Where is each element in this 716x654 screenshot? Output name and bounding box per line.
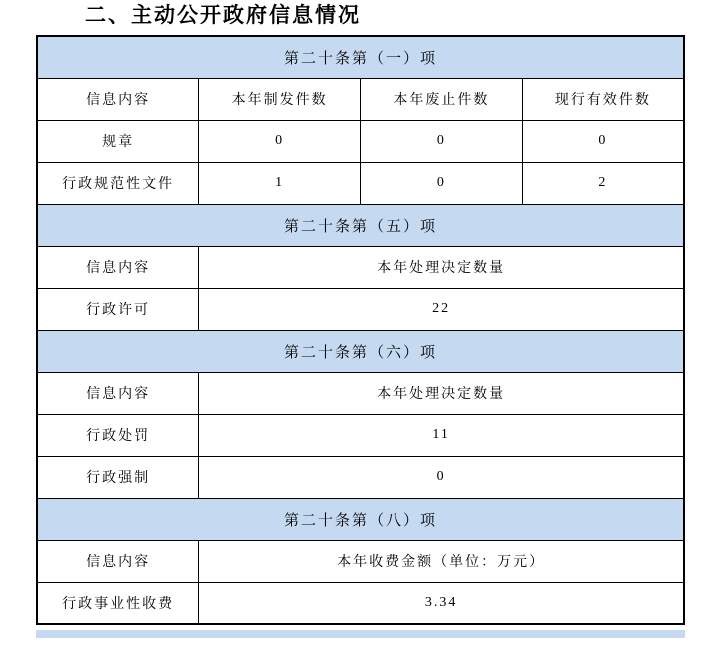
column-header-row — [37, 540, 684, 582]
value-cell: 22 — [199, 288, 684, 330]
info-disclosure-table — [36, 35, 685, 625]
value-cell: 0 — [361, 162, 523, 204]
column-header-cell: 现行有效件数 — [522, 78, 684, 120]
section-header-row-3 — [37, 330, 684, 372]
section-header-row-1 — [37, 36, 684, 78]
column-header-cell: 信息内容 — [37, 246, 199, 288]
column-header-cell: 信息内容 — [37, 372, 199, 414]
column-header-cell: 本年废止件数 — [361, 78, 523, 120]
value-cell: 0 — [522, 120, 684, 162]
column-header-cell: 信息内容 — [37, 540, 199, 582]
column-header-cell: 本年收费金额（单位：万元） — [199, 540, 684, 582]
column-header-cell: 本年处理决定数量 — [199, 246, 684, 288]
row-label-cell: 行政处罚 — [37, 414, 199, 456]
next-section-header-partial — [36, 630, 685, 638]
value-cell: 2 — [522, 162, 684, 204]
row-label-cell: 行政许可 — [37, 288, 199, 330]
row-label-cell: 行政规范性文件 — [37, 162, 199, 204]
page-title: 二、主动公开政府信息情况 — [85, 4, 361, 27]
value-cell: 0 — [199, 120, 361, 162]
section-header-row-4 — [37, 498, 684, 540]
row-label-cell: 行政强制 — [37, 456, 199, 498]
value-cell: 11 — [199, 414, 684, 456]
column-header-row — [37, 246, 684, 288]
column-header-row — [37, 372, 684, 414]
column-header-cell: 本年处理决定数量 — [199, 372, 684, 414]
table-row — [37, 456, 684, 498]
table-row — [37, 162, 684, 204]
value-cell: 0 — [361, 120, 523, 162]
value-cell: 3.34 — [199, 582, 684, 624]
row-label-cell: 规章 — [37, 120, 199, 162]
section-header-cell: 第二十条第（八）项 — [37, 498, 684, 540]
column-header-cell: 信息内容 — [37, 78, 199, 120]
column-header-row — [37, 78, 684, 120]
section-header-cell: 第二十条第（六）项 — [37, 330, 684, 372]
column-header-cell: 本年制发件数 — [199, 78, 361, 120]
section-header-cell: 第二十条第（一）项 — [37, 36, 684, 78]
table-row — [37, 120, 684, 162]
table-row — [37, 582, 684, 624]
section-header-row-2 — [37, 204, 684, 246]
table-body — [37, 36, 684, 624]
value-cell: 0 — [199, 456, 684, 498]
table-row — [37, 288, 684, 330]
value-cell: 1 — [199, 162, 361, 204]
report-page — [0, 4, 716, 654]
section-header-cell: 第二十条第（五）项 — [37, 204, 684, 246]
row-label-cell: 行政事业性收费 — [37, 582, 199, 624]
table-row — [37, 414, 684, 456]
